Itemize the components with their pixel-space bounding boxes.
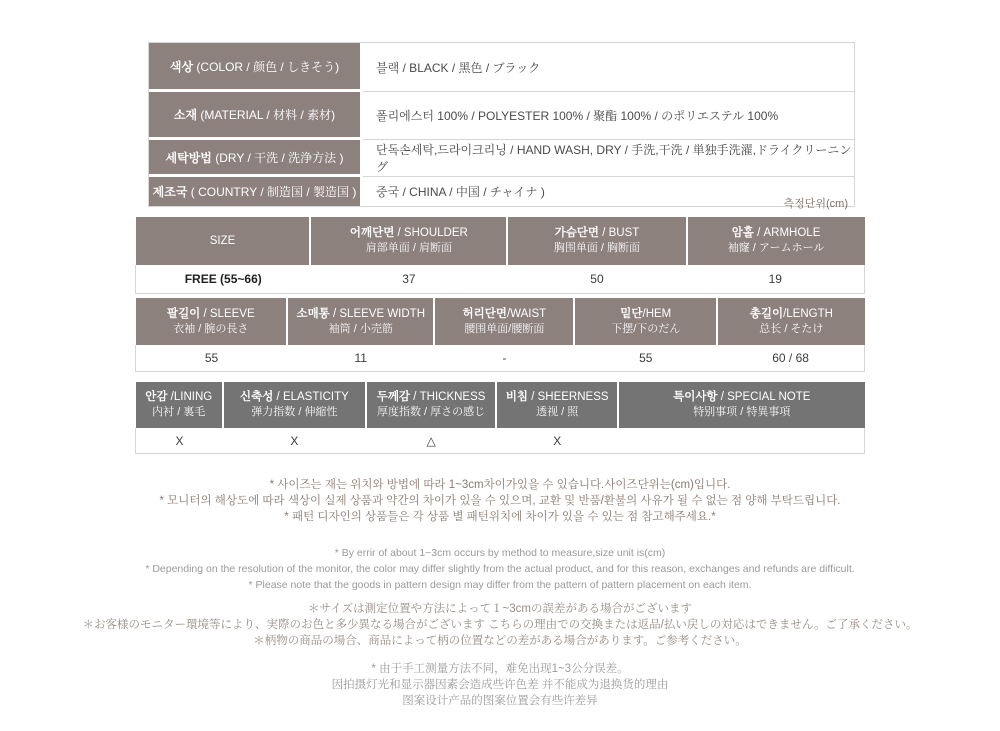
column-header: 신축성 / ELASTICITY 弹力指数 / 伸縮性 <box>223 382 366 428</box>
column-header: 비침 / SHEERNESS 透视 / 照 <box>496 382 618 428</box>
info-row <box>149 92 854 140</box>
column-header: 암홀 / ARMHOLE 袖窿 / アームホール <box>687 217 865 265</box>
column-header: 두께감 / THICKNESS 厚度指数 / 厚さの感じ <box>366 382 496 428</box>
notes-japanese <box>0 601 1000 649</box>
info-row <box>149 43 854 92</box>
value-cell <box>618 428 864 454</box>
notes-english <box>0 545 1000 593</box>
value-cell: X <box>223 428 366 454</box>
note-line: ＊柄物の商品の場合、商品によって柄の位置などの差がある場合があります。ご参考ください。 <box>253 635 747 647</box>
note-line: * 사이즈는 재는 위치와 방법에 따라 1~3cm차이가있을 수 있습니다.사이즈단위는(cm)입니다. <box>269 479 731 491</box>
size-table-lower <box>135 298 865 372</box>
value-cell: 37 <box>310 265 507 294</box>
attribute-value-row <box>136 428 865 454</box>
column-header: SIZE <box>136 217 311 265</box>
attribute-header-row <box>136 382 865 428</box>
value-cell: 55 <box>574 345 717 372</box>
value-cell: △ <box>366 428 496 454</box>
size-upper-header-row <box>136 217 865 265</box>
note-line: * Depending on the resolution of the monitor, the color may differ slightly from the actual product, and for this reason, exchanges and refunds are difficult. <box>145 563 855 575</box>
notes-chinese <box>0 661 1000 709</box>
info-row-value: 블랙 / BLACK / 黑色 / ブラック <box>363 43 854 92</box>
footnotes <box>0 477 1000 709</box>
column-header: 팔길이 / SLEEVE 衣袖 / 腕の長さ <box>136 298 288 345</box>
note-line: * Please note that the goods in pattern design may differ from the pattern of pattern placement on each item. <box>248 579 752 591</box>
column-header: 특이사항 / SPECIAL NOTE 特别事项 / 特異事項 <box>618 382 864 428</box>
value-cell: - <box>434 345 574 372</box>
column-header: 안감 /LINING 内衬 / 裏毛 <box>136 382 223 428</box>
info-row-label: 제조국 ( COUNTRY / 制造国 / 製造国 ) <box>149 177 363 206</box>
note-line: * 모니터의 해상도에 따라 색상이 실제 상품과 약간의 차이가 있을 수 있으며, 교환 및 반품/환불의 사유가 될 수 없는 점 양해 부탁드립니다. <box>159 495 841 507</box>
column-header: 밑단/HEM 下摆/下のだん <box>574 298 717 345</box>
info-row-label: 세탁방법 (DRY / 干洗 / 洗浄方法 ) <box>149 140 363 177</box>
column-header: 어깨단면 / SHOULDER 肩部单面 / 肩断面 <box>310 217 507 265</box>
value-cell: 60 / 68 <box>717 345 864 372</box>
note-line: * 由于手工测量方法不同，难免出现1~3公分误差。 <box>371 663 629 675</box>
info-row-label: 소재 (MATERIAL / 材料 / 素材) <box>149 92 363 140</box>
column-header: 가슴단면 / BUST 胸围单面 / 胸断面 <box>507 217 686 265</box>
note-line: * By errir of about 1~3cm occurs by method to measure,size unit is(cm) <box>334 547 666 559</box>
info-row-value: 중국 / CHINA / 中国 / チャイナ ) <box>363 177 854 206</box>
size-table-upper <box>135 217 865 294</box>
note-line: ＊お客様のモニター環境等により、実際のお色と多少異なる場合がございます こちらの理由での交換または返品/払い戻しの対応はできません。ご了承ください。 <box>82 619 918 631</box>
value-cell: 50 <box>507 265 686 294</box>
value-cell: X <box>496 428 618 454</box>
size-upper-value-row <box>136 265 865 294</box>
size-lower-value-row <box>136 345 865 372</box>
value-cell: 55 <box>136 345 288 372</box>
note-line: * 패턴 디자인의 상품들은 각 상품 별 패턴위치에 차이가 있을 수 있는 점 참고해주세요.* <box>284 511 716 523</box>
note-line: ＊サイズは測定位置や方法によって１~3cmの誤差がある場合がございます <box>307 603 693 615</box>
info-row-label: 색상 (COLOR / 颜色 / しきそう) <box>149 43 363 92</box>
product-info-rows <box>149 43 854 206</box>
info-row-value: 단독손세탁,드라이크리닝 / HAND WASH, DRY / 手洗,干洗 / 単独手洗濯,ドライクリーニング <box>363 140 854 177</box>
attribute-table <box>135 382 865 454</box>
column-header: 총길이/LENGTH 总长 / そたけ <box>717 298 864 345</box>
note-line: 因拍摄灯光和显示器因素会造成些许色差 并不能成为退换货的理由 <box>331 679 669 691</box>
value-cell: FREE (55~66) <box>136 265 311 294</box>
info-row <box>149 140 854 177</box>
value-cell: 19 <box>687 265 865 294</box>
measure-unit-label: 측정단위(cm) <box>783 198 848 210</box>
note-line: 图案设计产品的图案位置会有些许差异 <box>402 695 598 707</box>
column-header: 소매통 / SLEEVE WIDTH 袖筒 / 小売筋 <box>287 298 434 345</box>
info-row-value: 폴리에스터 100% / POLYESTER 100% / 聚酯 100% / のポリエステル 100% <box>363 92 854 140</box>
column-header: 허리단면/WAIST 腰围单面/腰断面 <box>434 298 574 345</box>
product-info-table <box>148 42 855 207</box>
notes-korean <box>0 477 1000 525</box>
value-cell: X <box>136 428 223 454</box>
size-lower-header-row <box>136 298 865 345</box>
value-cell: 11 <box>287 345 434 372</box>
